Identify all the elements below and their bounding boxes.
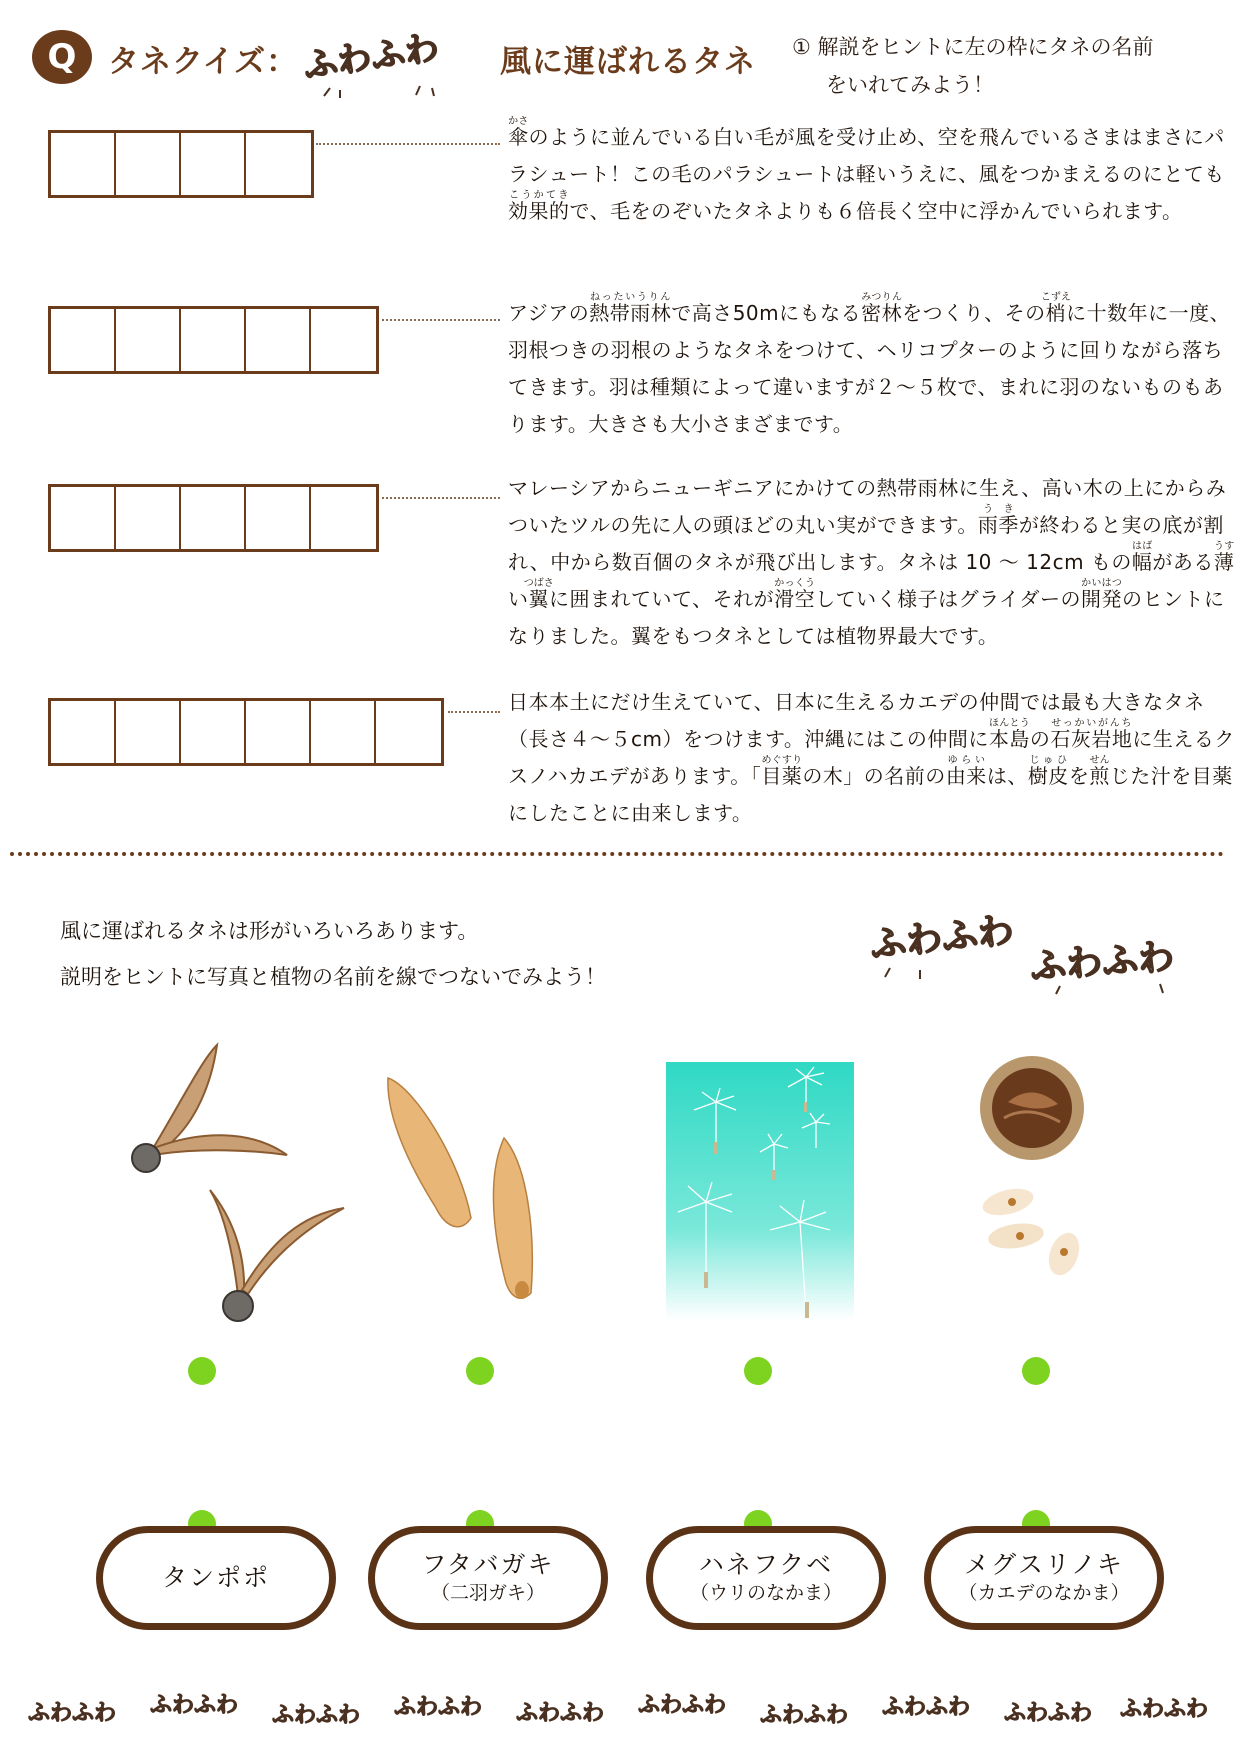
name-pill-futabagaki xyxy=(368,1526,608,1630)
fuwa-text: ふわふわ xyxy=(868,910,1016,967)
pill-name: ハネフクベ xyxy=(698,1550,834,1579)
fuwa-footer-border-icon xyxy=(20,1672,1220,1742)
instruction-text xyxy=(792,28,1222,104)
instruction-line-1: ① 解説をヒントに左の枠にタネの名前 xyxy=(792,35,1154,59)
leader-line xyxy=(382,319,500,321)
photo-connector-dot-4[interactable] xyxy=(1022,1357,1050,1385)
photo-connector-dot-3[interactable] xyxy=(744,1357,772,1385)
name-pill-hanefukube xyxy=(646,1526,886,1630)
answer-box[interactable] xyxy=(51,487,116,549)
fuwa-text: ふわふわ xyxy=(1004,1701,1093,1726)
quiz-label: タネクイズ： xyxy=(108,44,299,80)
fuwa-text: ふわふわ xyxy=(516,1701,605,1726)
answer-boxes-2 xyxy=(48,306,379,374)
answer-box[interactable] xyxy=(116,133,181,195)
leader-line xyxy=(448,711,500,713)
answer-box[interactable] xyxy=(246,487,311,549)
answer-box[interactable] xyxy=(116,309,181,371)
answer-boxes-3 xyxy=(48,484,379,552)
quiz-description-4: 日本本土にだけ生えていて、日本に生えるカエデの仲間では最も大きなタネ（長さ４～５cm）をつけます。沖縄にはこの仲間に本島ほんとうの石灰岩地せっかいがんちに生えるクスノハカエデがあります。「目薬めぐすりの木」の名前の由来ゆらいは、樹皮じゅひを煎せんじた汁を目薬にしたことに由来します。 xyxy=(508,690,1235,825)
quiz-row-2 xyxy=(48,292,1231,454)
answer-box[interactable] xyxy=(181,133,246,195)
page-header xyxy=(32,26,1212,106)
page-title: 風に運ばれるタネ xyxy=(500,44,756,80)
answer-box[interactable] xyxy=(116,487,181,549)
answer-box[interactable] xyxy=(376,701,441,763)
answer-box[interactable] xyxy=(51,133,116,195)
photo-gourd-with-winged-seeds xyxy=(968,1052,1098,1282)
answer-box[interactable] xyxy=(181,309,246,371)
fuwa-text: ふわふわ xyxy=(394,1695,483,1720)
fuwa-text: ふわふわ xyxy=(882,1695,971,1720)
pill-subtitle: （二羽ガキ） xyxy=(430,1582,545,1604)
answer-box[interactable] xyxy=(311,487,376,549)
matching-intro-line-1: 風に運ばれるタネは形がいろいろあります。 xyxy=(60,919,479,943)
pill-name: メグスリノキ xyxy=(964,1550,1124,1579)
photo-dandelion-seeds xyxy=(666,1062,854,1320)
quiz-description-2: アジアの熱帯雨林ねったいうりんで高さ50mにもなる密林みつりんをつくり、その梢こずえに十数年に一度、羽根つきの羽根のようなタネをつけて、ヘリコプターのように回りながら落ちてきます。羽は種類によって違いますが２～５枚で、まれに羽のないものもあります。大きさも大小さまざまです。 xyxy=(508,292,1231,436)
fuwa-text: ふわふわ xyxy=(1120,1697,1209,1722)
answer-box[interactable] xyxy=(116,701,181,763)
answer-box[interactable] xyxy=(181,701,246,763)
answer-box[interactable] xyxy=(311,309,376,371)
pill-subtitle: （ウリのなかま） xyxy=(689,1582,842,1604)
fuwa-lettering-icon xyxy=(860,890,1220,1000)
answer-box[interactable] xyxy=(181,487,246,549)
answer-box[interactable] xyxy=(51,701,116,763)
fuwa-text: ふわふわ xyxy=(28,1701,117,1726)
fuwa-text: ふわふわ xyxy=(1028,936,1176,988)
answer-box[interactable] xyxy=(51,309,116,371)
matching-intro-line-2: 説明をヒントに写真と植物の名前を線でつないでみよう！ xyxy=(60,965,606,989)
photo-two-winged-seeds xyxy=(112,1040,352,1330)
q-badge: Q xyxy=(32,30,92,84)
fuwa-text: ふわふわ xyxy=(638,1693,727,1718)
fuwa-text: ふわふわ xyxy=(760,1703,849,1728)
quiz-row-4 xyxy=(48,686,1235,846)
pill-subtitle: （カエデのなかま） xyxy=(958,1582,1130,1604)
matching-intro xyxy=(60,908,606,1000)
fuwa-lettering-icon xyxy=(300,26,520,100)
quiz-row-3 xyxy=(48,472,1235,672)
quiz-description-1: 傘かさのように並んでいる白い毛が風を受け止め、空を飛んでいるさまはまさにパラシュート！この毛のパラシュートは軽いうえに、風をつかまえるのにとても効果的こうかてきで、毛をのぞいたタネよりも６倍長く空中に浮かんでいられます。 xyxy=(508,116,1225,223)
pill-name: タンポポ xyxy=(161,1563,270,1592)
answer-box[interactable] xyxy=(311,701,376,763)
photo-connector-dot-1[interactable] xyxy=(188,1357,216,1385)
photo-maple-samaras xyxy=(376,1068,556,1308)
answer-boxes-1 xyxy=(48,130,314,198)
photo-connector-dot-2[interactable] xyxy=(466,1357,494,1385)
name-pill-megusurinoki xyxy=(924,1526,1164,1630)
leader-line xyxy=(382,497,500,499)
pill-name: フタバガキ xyxy=(421,1550,555,1579)
leader-line xyxy=(316,143,500,145)
answer-box[interactable] xyxy=(246,701,311,763)
fuwa-text: ふわふわ xyxy=(150,1693,239,1718)
quiz-row-1 xyxy=(48,116,1225,278)
answer-box[interactable] xyxy=(246,309,311,371)
fuwa-text: ふわふわ xyxy=(272,1703,361,1728)
answer-box[interactable] xyxy=(246,133,311,195)
instruction-line-2: をいれてみよう！ xyxy=(826,73,994,97)
answer-boxes-4 xyxy=(48,698,444,766)
name-pill-tanpopo xyxy=(96,1526,336,1630)
section-divider xyxy=(10,852,1224,856)
quiz-description-3: マレーシアからニューギニアにかけての熱帯雨林に生え、高い木の上にからみついたツルの先に人の頭ほどの丸い実ができます。雨季うきが終わると実の底が割れ、中から数百個のタネが飛び出します。タネは 10 ～ 12cm もの幅はばがある薄うすい翼つばさに囲まれていて、それが滑空かっくうしていく様子はグライダーの開発かいはつのヒントになりました。翼をもつタネとしては植物界最大です。 xyxy=(508,476,1235,648)
fuwa-text: ふわふわ xyxy=(301,27,442,87)
